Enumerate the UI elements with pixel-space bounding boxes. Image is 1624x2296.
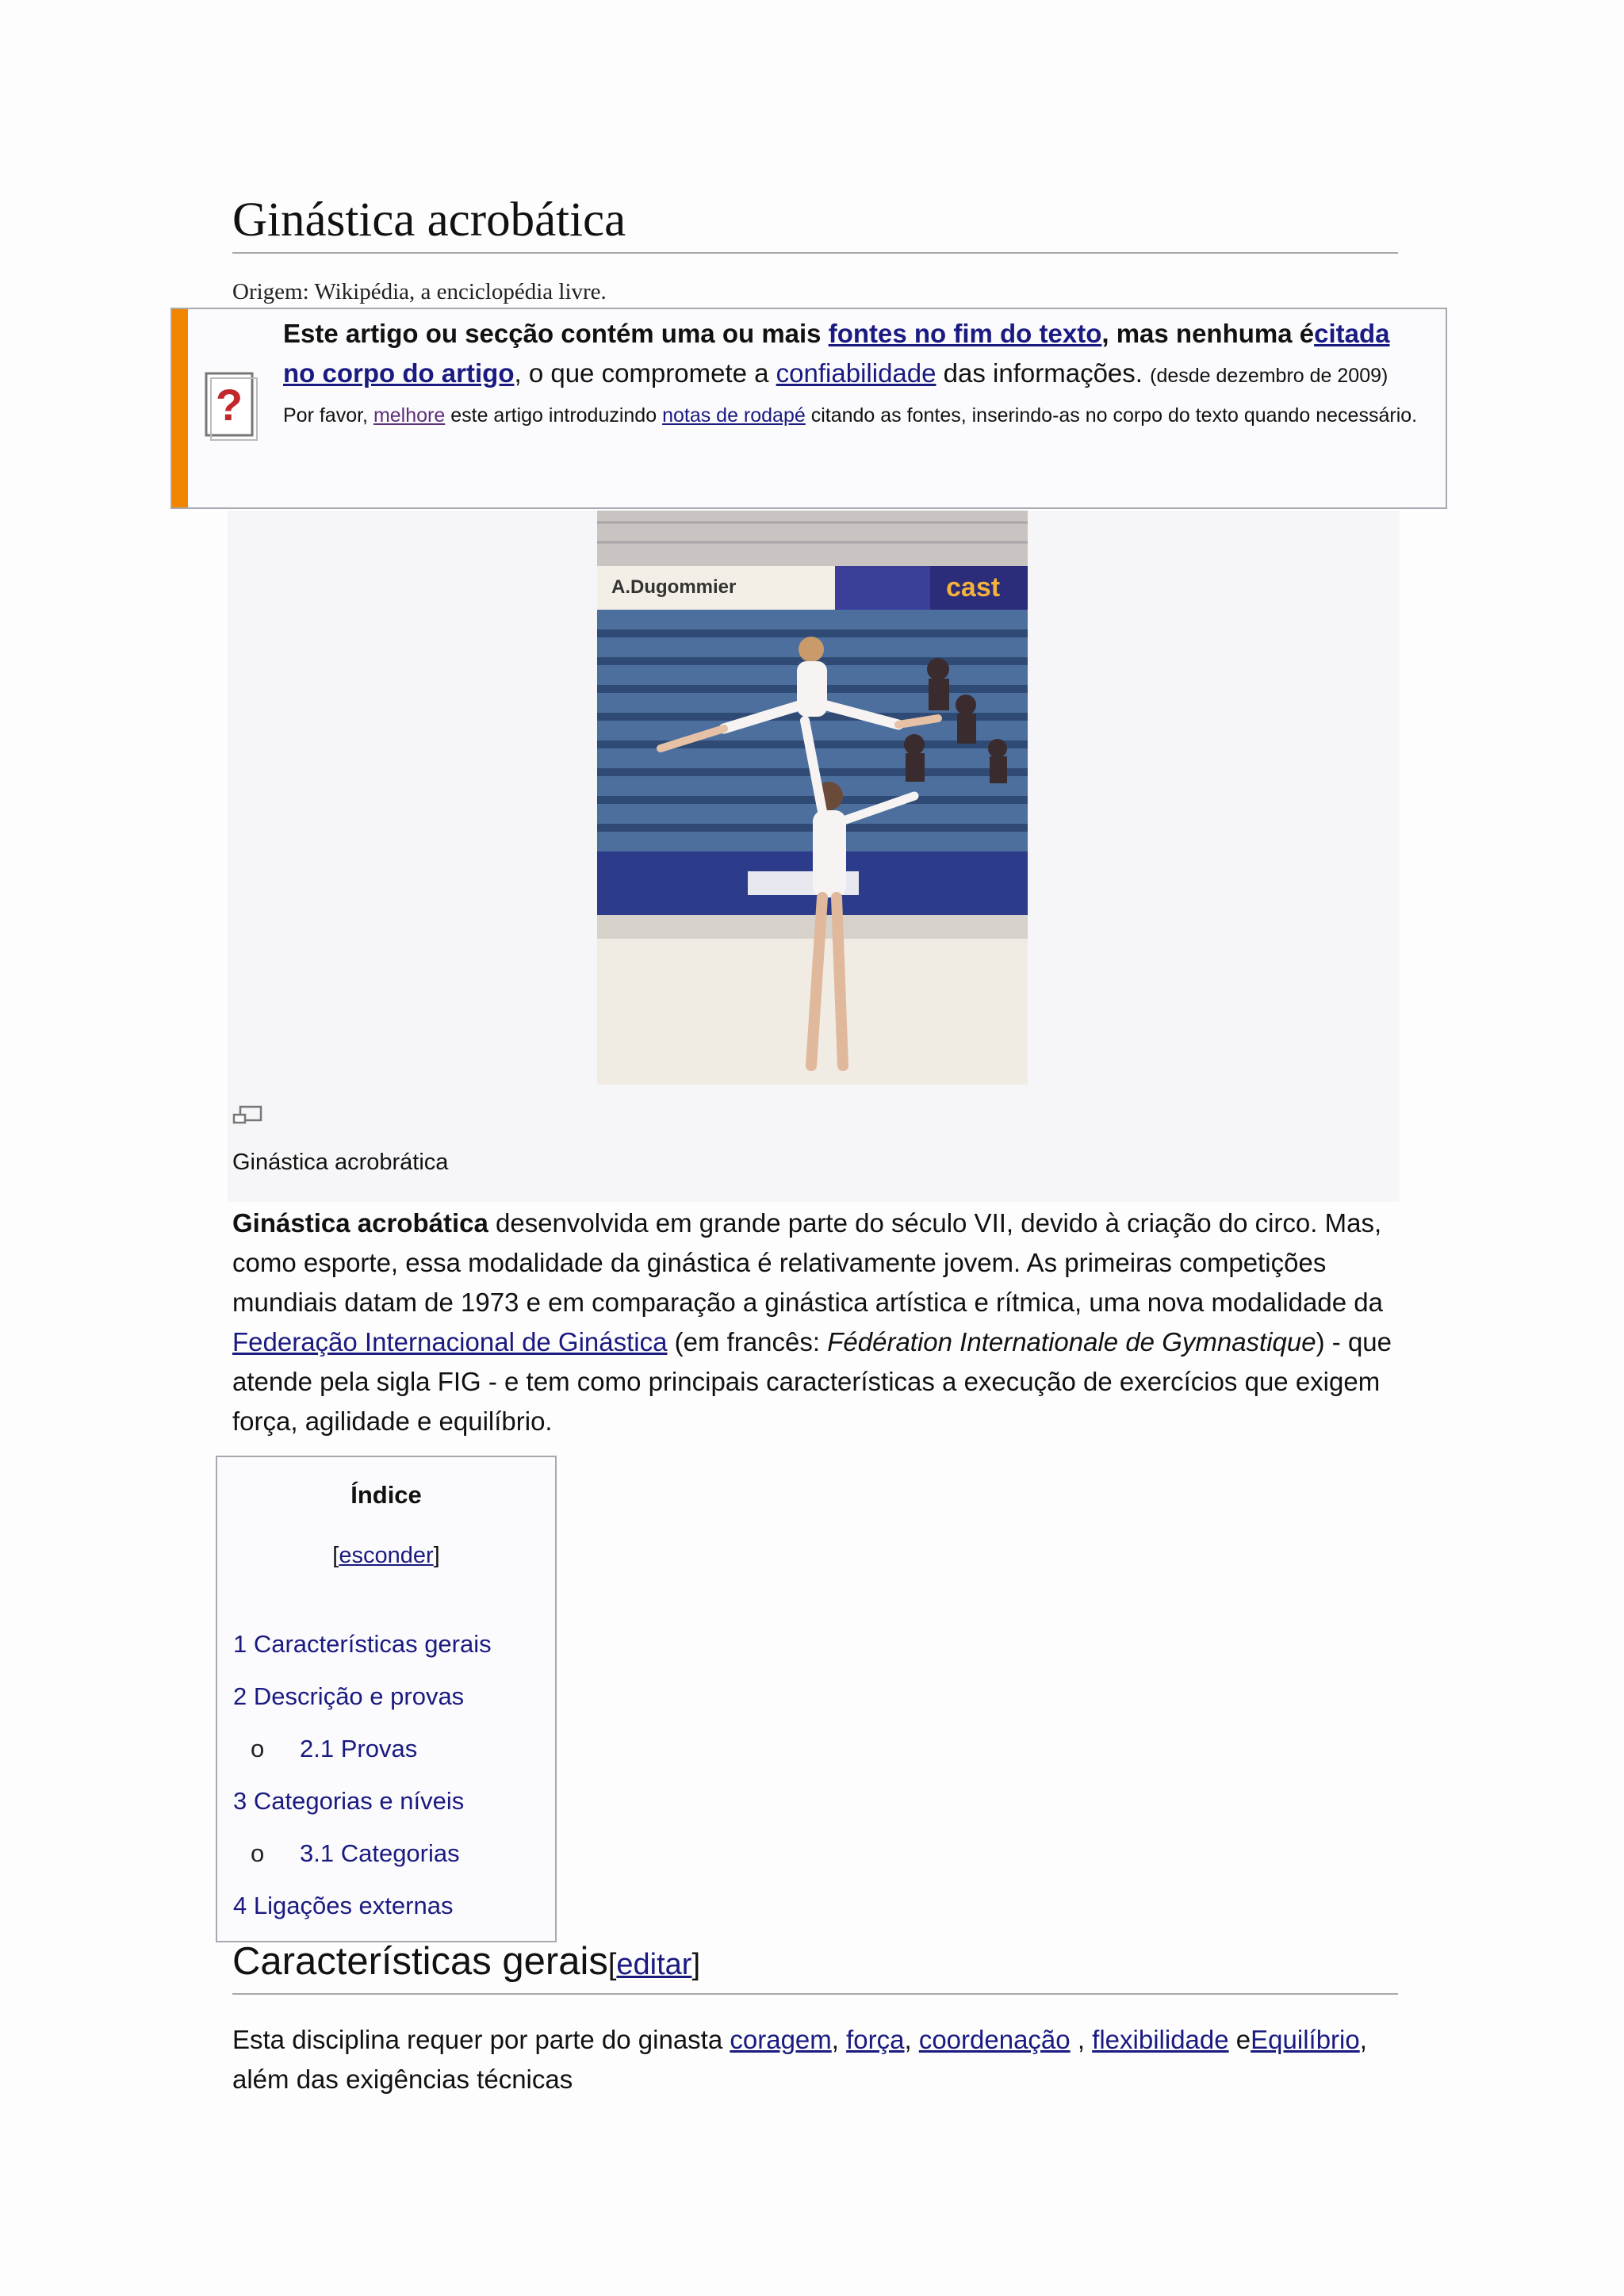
toc-hide-link[interactable]: esconder [339,1543,434,1568]
intro-bold-term: Ginástica acrobática [232,1208,488,1238]
link-confiabilidade[interactable]: confiabilidade [776,358,936,388]
toc-title: Índice [350,1481,422,1509]
section-text-start: Esta disciplina requer por parte do ginasta [232,2025,730,2054]
link-fontes-fim-texto[interactable]: fontes no fim do texto [828,319,1102,348]
link-coordenacao[interactable]: coordenação [918,2025,1071,2054]
photo-drawing [597,511,1028,1085]
toc-item-descricao-provas[interactable]: 2 Descrição e provas [233,1682,465,1710]
intro-text-3: ) - que atende pela sigla FIG - e tem como principais características a execução de exercícios que exigem força, agilidade e equilíbrio. [232,1327,1392,1436]
banner-right-text: cast [946,572,1001,603]
notice-after-text: citando as fontes, inserindo-as no corpo do texto quando necessário. [805,404,1418,427]
sep: e [1228,2025,1251,2054]
link-citada-corpo-artigo[interactable]: citada no corpo do artigo [283,319,1390,388]
svg-text:?: ? [215,380,243,430]
banner-left-text: A.Dugommier [611,576,737,598]
title-divider [232,252,1398,254]
section-heading-text: Características gerais [232,1940,608,1983]
toc-item-ligacoes-externas[interactable]: 4 Ligações externas [233,1892,454,1919]
link-equilibrio[interactable]: Equilíbrio [1251,2025,1360,2054]
section-divider [232,1993,1398,1995]
intro-text-1: desenvolvida em grande parte do século VII, devido à criação do circo. Mas, como esporte, essa modalidade da ginástica é relativamente jovem. As primeiras competições mundiais datam de 1973 e em comparação a ginástica artística e rítmica, uma nova modalidade da [232,1208,1383,1317]
link-melhore[interactable]: melhore [373,404,446,427]
toc-item-categorias[interactable] [251,1839,460,1868]
figure-caption: Ginástica acrobrática [232,1150,449,1175]
magnify-icon[interactable] [232,1105,262,1127]
intro-italic-name: Fédération Internationale de Gymnastique [827,1327,1316,1357]
toc-item-categorias-niveis[interactable]: 3 Categorias e níveis [233,1787,465,1815]
notice-date: (desde dezembro de 2009) [1150,365,1388,387]
sep: , [904,2025,919,2054]
notice-text-1: Este artigo ou secção contém uma ou mais [283,319,829,348]
sources-notice-box [170,308,1447,509]
toc-bullet: o [251,1735,265,1762]
link-forca[interactable]: força [846,2025,905,2054]
link-federacao-internacional[interactable]: Federação Internacional de Ginástica [232,1327,668,1357]
table-of-contents [216,1456,557,1942]
notice-text-2: , mas nenhuma é [1101,319,1315,348]
gymnastics-photo[interactable] [597,511,1028,1085]
link-flexibilidade[interactable]: flexibilidade [1092,2025,1229,2054]
toc-item-label: 2.1 Provas [300,1735,418,1762]
sep: , [831,2025,847,2054]
toc-item-provas[interactable] [251,1735,417,1763]
edit-bracket-open: [ [607,1948,617,1981]
question-mark-icon [204,371,258,441]
intro-paragraph [232,1203,1406,1441]
notice-accent-bar [172,309,188,507]
toc-item-caracteristicas-gerais[interactable]: 1 Características gerais [233,1630,492,1658]
section-edit [608,1948,700,1981]
section-text-end: , além das exigências técnicas [232,2025,1367,2094]
notice-please-text: Por favor, [283,404,373,427]
toc-item-label: 3.1 Categorias [300,1839,460,1867]
origin-line: Origem: Wikipédia, a enciclopédia livre. [232,279,607,304]
notice-text-3: , o que compromete a [514,358,776,388]
notice-text-4: das informações. [936,358,1151,388]
section-paragraph [232,2020,1406,2099]
toc-bullet: o [251,1839,265,1867]
intro-text-2: (em francês: [667,1327,828,1357]
toc-hide-toggle [217,1543,555,1569]
edit-bracket-close: ] [691,1948,701,1981]
notice-mid-text: este artigo introduzindo [445,404,663,427]
sep: , [1070,2025,1093,2054]
toc-bracket-close: ] [433,1543,440,1568]
link-notas-de-rodape[interactable]: notas de rodapé [662,404,806,427]
edit-link[interactable]: editar [616,1948,692,1981]
page-title: Ginástica acrobática [232,193,626,247]
toc-bracket-open: [ [332,1543,339,1568]
link-coragem[interactable]: coragem [730,2025,832,2054]
section-heading [232,1941,700,1984]
